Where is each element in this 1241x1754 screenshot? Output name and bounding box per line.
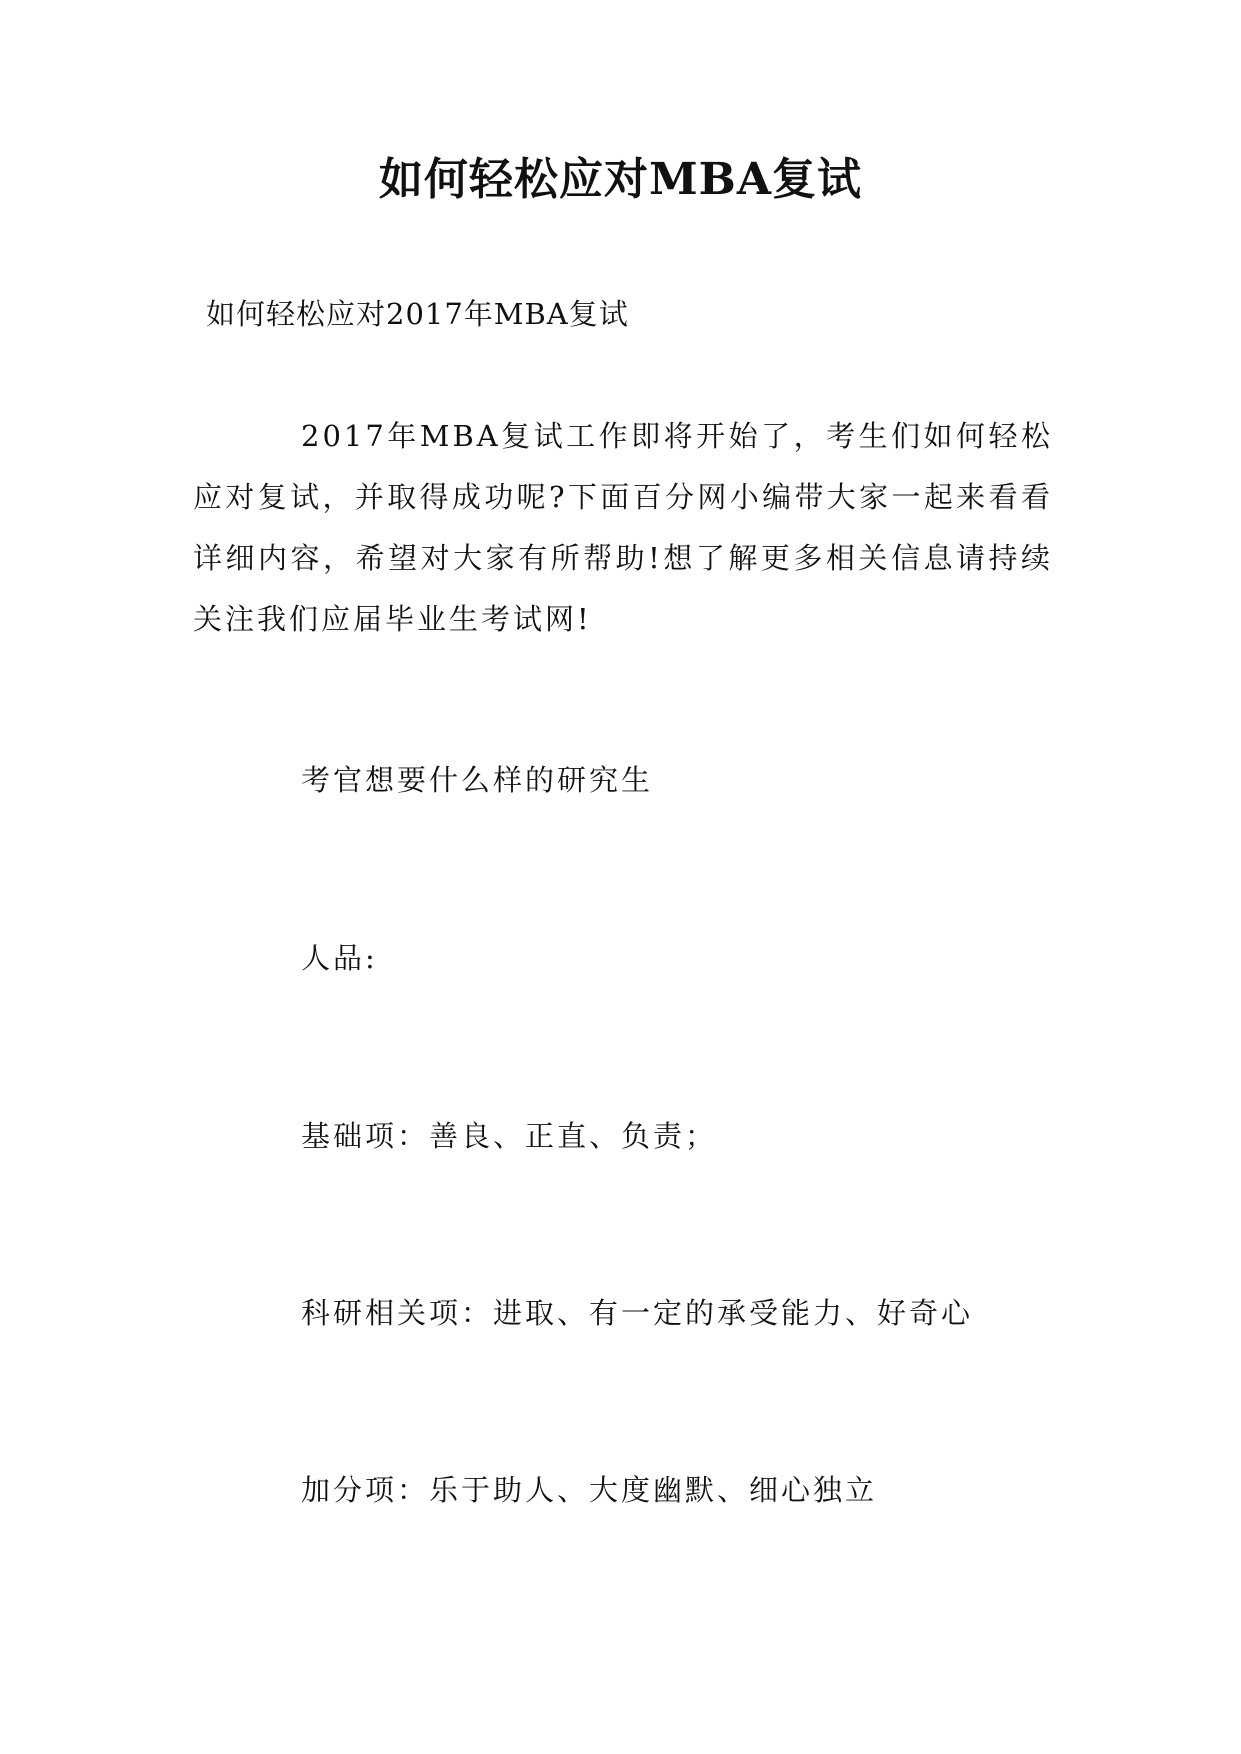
- intro-paragraph: 2017年MBA复试工作即将开始了，考生们如何轻松应对复试，并取得成功呢?下面百分网小编带大家一起来看看详细内容，希望对大家有所帮助!想了解更多相关信息请持续关注我们应届毕业生考试网!: [193, 419, 1053, 636]
- bonus-items-line: 加分项：乐于助人、大度幽默、细心独立: [301, 1473, 878, 1507]
- character-label: 人品:: [301, 941, 378, 975]
- document-subtitle: 如何轻松应对2017年MBA复试: [206, 297, 629, 331]
- research-items-line: 科研相关项：进取、有一定的承受能力、好奇心: [301, 1296, 974, 1330]
- document-title: 如何轻松应对MBA复试: [378, 154, 863, 205]
- basic-items-line: 基础项：善良、正直、负责；: [301, 1119, 718, 1153]
- section-heading: 考官想要什么样的研究生: [301, 763, 654, 797]
